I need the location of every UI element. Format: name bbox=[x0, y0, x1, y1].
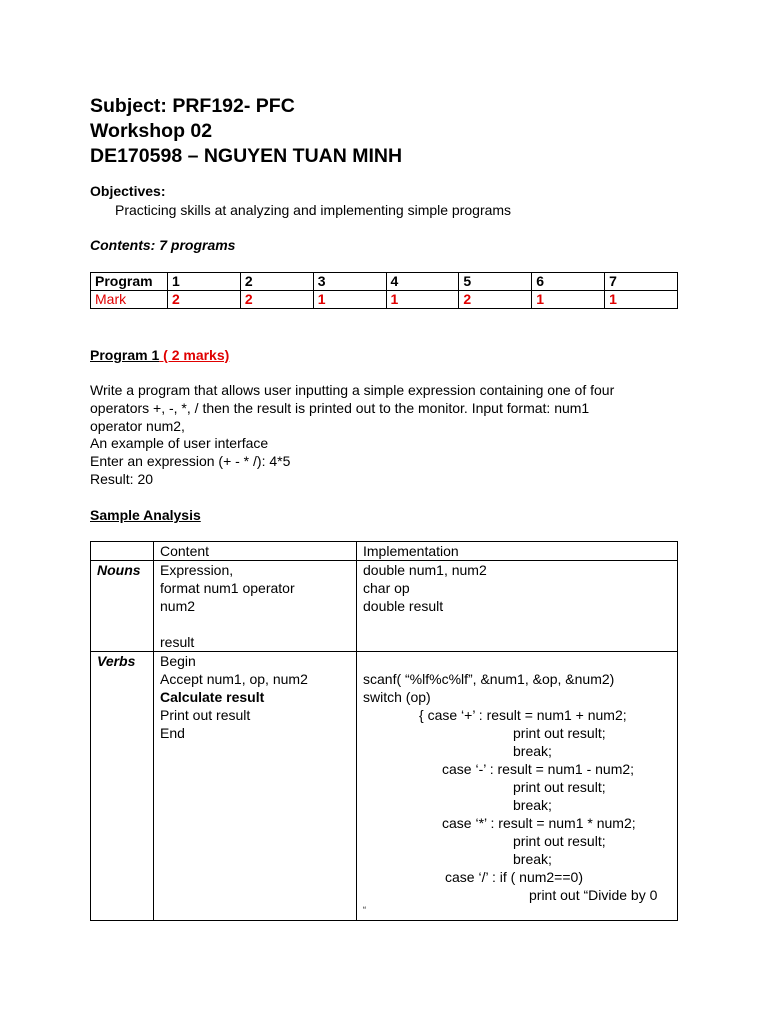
subject-title: Subject: PRF192- PFC bbox=[90, 95, 295, 117]
marks-table bbox=[90, 272, 678, 309]
mark-row bbox=[91, 291, 678, 309]
program1-heading bbox=[90, 346, 229, 364]
nouns-content-line: Expression, bbox=[160, 562, 234, 578]
verbs-content-line: Begin bbox=[160, 653, 196, 669]
analysis-header-row bbox=[91, 542, 678, 561]
description-line: Enter an expression (+ - * /): 4*5 bbox=[90, 453, 291, 469]
nouns-content-line: num2 bbox=[160, 598, 196, 614]
implementation-header: Implementation bbox=[357, 542, 678, 561]
code-line: { case ‘+’ : result = num1 + num2; bbox=[419, 707, 627, 723]
verbs-row bbox=[91, 652, 678, 921]
program-row-label: Program bbox=[91, 273, 168, 291]
sample-analysis-heading: Sample Analysis bbox=[90, 507, 201, 523]
code-line: case ‘*’ : result = num1 * num2; bbox=[442, 815, 636, 831]
nouns-impl-line: double result bbox=[363, 598, 444, 614]
program-number: 3 bbox=[313, 273, 386, 291]
program-mark: 1 bbox=[532, 291, 605, 309]
program-mark: 1 bbox=[313, 291, 386, 309]
code-line: scanf( “%lf%c%lf”, &num1, &op, &num2) bbox=[363, 671, 615, 687]
code-line: “ bbox=[363, 905, 366, 915]
verbs-label: Verbs bbox=[91, 652, 154, 921]
program-number: 6 bbox=[532, 273, 605, 291]
nouns-content-line bbox=[160, 615, 350, 633]
verbs-content-line: Print out result bbox=[160, 707, 251, 723]
student-title: DE170598 – NGUYEN TUAN MINH bbox=[90, 145, 403, 167]
program-mark: 2 bbox=[168, 291, 241, 309]
program-mark: 1 bbox=[386, 291, 459, 309]
content-header: Content bbox=[154, 542, 357, 561]
nouns-content bbox=[154, 561, 357, 652]
program-mark: 2 bbox=[459, 291, 532, 309]
code-line: break; bbox=[513, 743, 552, 759]
program-mark: 2 bbox=[240, 291, 313, 309]
nouns-label: Nouns bbox=[91, 561, 154, 652]
verbs-content-line: Accept num1, op, num2 bbox=[160, 671, 308, 687]
objectives-label: Objectives: bbox=[90, 183, 166, 199]
description-line: An example of user interface bbox=[90, 435, 269, 451]
nouns-impl-line: char op bbox=[363, 580, 410, 596]
code-line bbox=[363, 652, 671, 670]
program-mark: 1 bbox=[605, 291, 678, 309]
nouns-impl-line: double num1, num2 bbox=[363, 562, 487, 578]
program-number: 4 bbox=[386, 273, 459, 291]
program1-marks: ( 2 marks) bbox=[159, 347, 230, 363]
workshop-title: Workshop 02 bbox=[90, 120, 213, 142]
verbs-content-line: End bbox=[160, 725, 185, 741]
analysis-table bbox=[90, 541, 678, 921]
program-number: 7 bbox=[605, 273, 678, 291]
code-line: case ‘/’ : if ( num2==0) bbox=[445, 869, 583, 885]
verbs-content bbox=[154, 652, 357, 921]
mark-row-label: Mark bbox=[91, 291, 168, 309]
nouns-implementation bbox=[357, 561, 678, 652]
nouns-row bbox=[91, 561, 678, 652]
code-line: print out “Divide by 0 bbox=[529, 887, 658, 903]
code-line: break; bbox=[513, 851, 552, 867]
code-line: break; bbox=[513, 797, 552, 813]
program1-title: Program 1 bbox=[90, 347, 160, 363]
verbs-implementation bbox=[357, 652, 678, 921]
description-line: operator num2, bbox=[90, 418, 185, 434]
code-line: print out result; bbox=[513, 779, 606, 795]
description-line: Write a program that allows user inputting a simple expression containing one of four bbox=[90, 382, 615, 398]
program-row bbox=[91, 273, 678, 291]
code-line: print out result; bbox=[513, 833, 606, 849]
description-line: operators +, -, *, / then the result is printed out to the monitor. Input format: num1 bbox=[90, 400, 590, 416]
code-line: print out result; bbox=[513, 725, 606, 741]
code-line: case ‘-’ : result = num1 - num2; bbox=[442, 761, 635, 777]
description-line: Result: 20 bbox=[90, 471, 154, 487]
program-number: 1 bbox=[168, 273, 241, 291]
program-number: 5 bbox=[459, 273, 532, 291]
nouns-content-line: format num1 operator bbox=[160, 580, 295, 596]
header-empty-cell bbox=[91, 542, 154, 561]
contents-heading: Contents: 7 programs bbox=[90, 237, 236, 253]
objectives-text: Practicing skills at analyzing and implementing simple programs bbox=[115, 202, 512, 218]
verbs-content-line: Calculate result bbox=[160, 689, 265, 705]
nouns-content-line: result bbox=[160, 634, 195, 650]
code-line: switch (op) bbox=[363, 689, 431, 705]
program-number: 2 bbox=[240, 273, 313, 291]
